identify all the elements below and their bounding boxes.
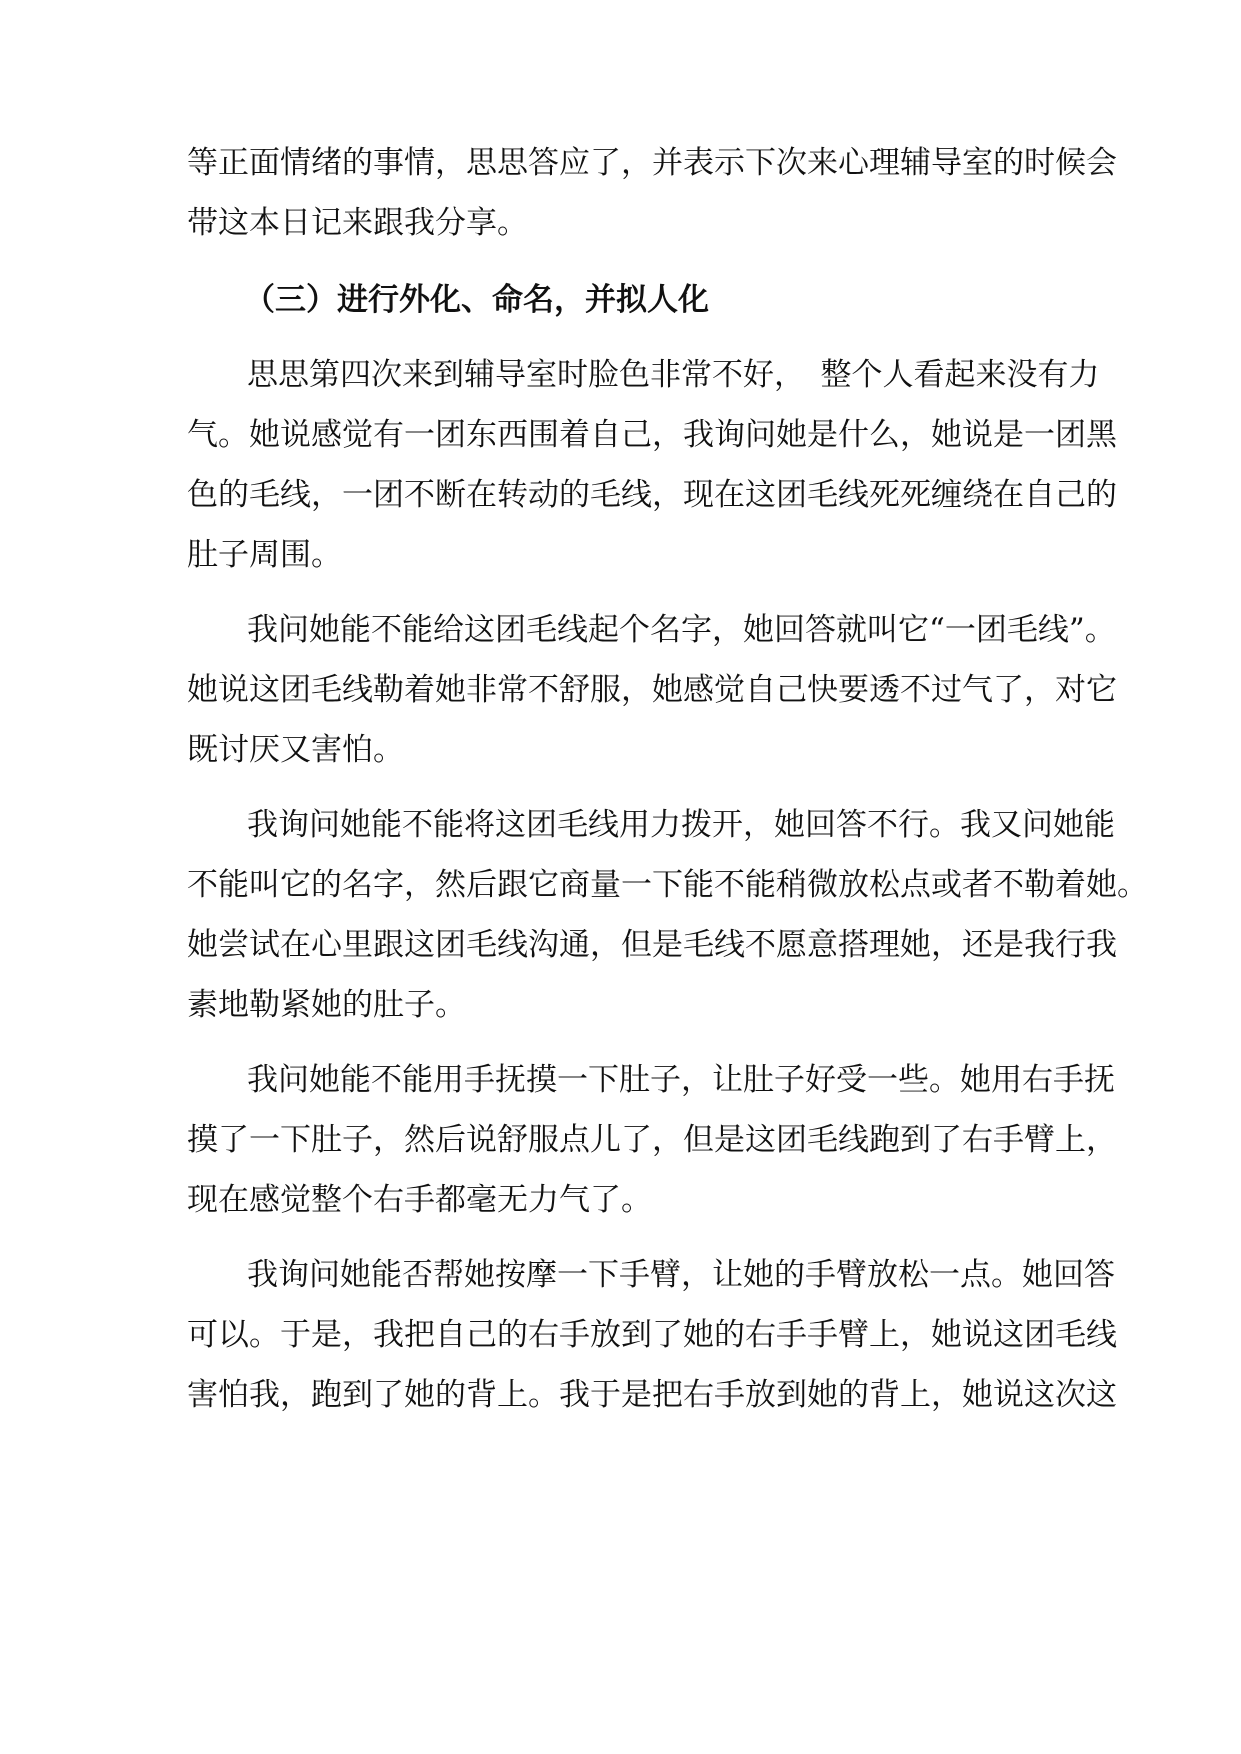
paragraph-3-line-1: 我问她能不能给这团毛线起个名字，她回答就叫它“一团毛线”。 bbox=[247, 612, 1116, 648]
paragraph-3-line-3: 既讨厌又害怕。 bbox=[187, 732, 404, 768]
paragraph-3-line-2: 她说这团毛线勒着她非常不舒服，她感觉自己快要透不过气了，对它 bbox=[187, 672, 1117, 708]
paragraph-2-line-4: 肚子周围。 bbox=[187, 537, 342, 573]
paragraph-6-line-2: 可以。于是，我把自己的右手放到了她的右手手臂上，她说这团毛线 bbox=[187, 1317, 1117, 1353]
paragraph-5-line-1: 我问她能不能用手抚摸一下肚子，让肚子好受一些。她用右手抚 bbox=[247, 1062, 1115, 1098]
paragraph-5-line-2: 摸了一下肚子，然后说舒服点儿了，但是这团毛线跑到了右手臂上， bbox=[187, 1122, 1117, 1158]
paragraph-1-line-1: 等正面情绪的事情，思思答应了，并表示下次来心理辅导室的时候会 bbox=[187, 145, 1117, 181]
paragraph-5-line-3: 现在感觉整个右手都毫无力气了。 bbox=[187, 1182, 652, 1218]
paragraph-6-line-1: 我询问她能否帮她按摩一下手臂，让她的手臂放松一点。她回答 bbox=[247, 1257, 1115, 1293]
paragraph-4-line-2: 不能叫它的名字，然后跟它商量一下能不能稍微放松点或者不勒着她。 bbox=[187, 867, 1148, 903]
paragraph-6-line-3: 害怕我，跑到了她的背上。我于是把右手放到她的背上，她说这次这 bbox=[187, 1377, 1117, 1413]
paragraph-2-line-2: 气。她说感觉有一团东西围着自己，我询问她是什么，她说是一团黑 bbox=[187, 417, 1117, 453]
paragraph-2-line-1: 思思第四次来到辅导室时脸色非常不好， 整个人看起来没有力 bbox=[247, 357, 1100, 393]
paragraph-2-line-3: 色的毛线，一团不断在转动的毛线，现在这团毛线死死缠绕在自己的 bbox=[187, 477, 1117, 513]
paragraph-1-line-2: 带这本日记来跟我分享。 bbox=[187, 205, 528, 241]
paragraph-4-line-4: 素地勒紧她的肚子。 bbox=[187, 987, 466, 1023]
paragraph-4-line-1: 我询问她能不能将这团毛线用力拨开，她回答不行。我又问她能 bbox=[247, 807, 1115, 843]
paragraph-4-line-3: 她尝试在心里跟这团毛线沟通，但是毛线不愿意搭理她，还是我行我 bbox=[187, 927, 1117, 963]
section-heading: （三）进行外化、命名，并拟人化 bbox=[244, 282, 709, 318]
